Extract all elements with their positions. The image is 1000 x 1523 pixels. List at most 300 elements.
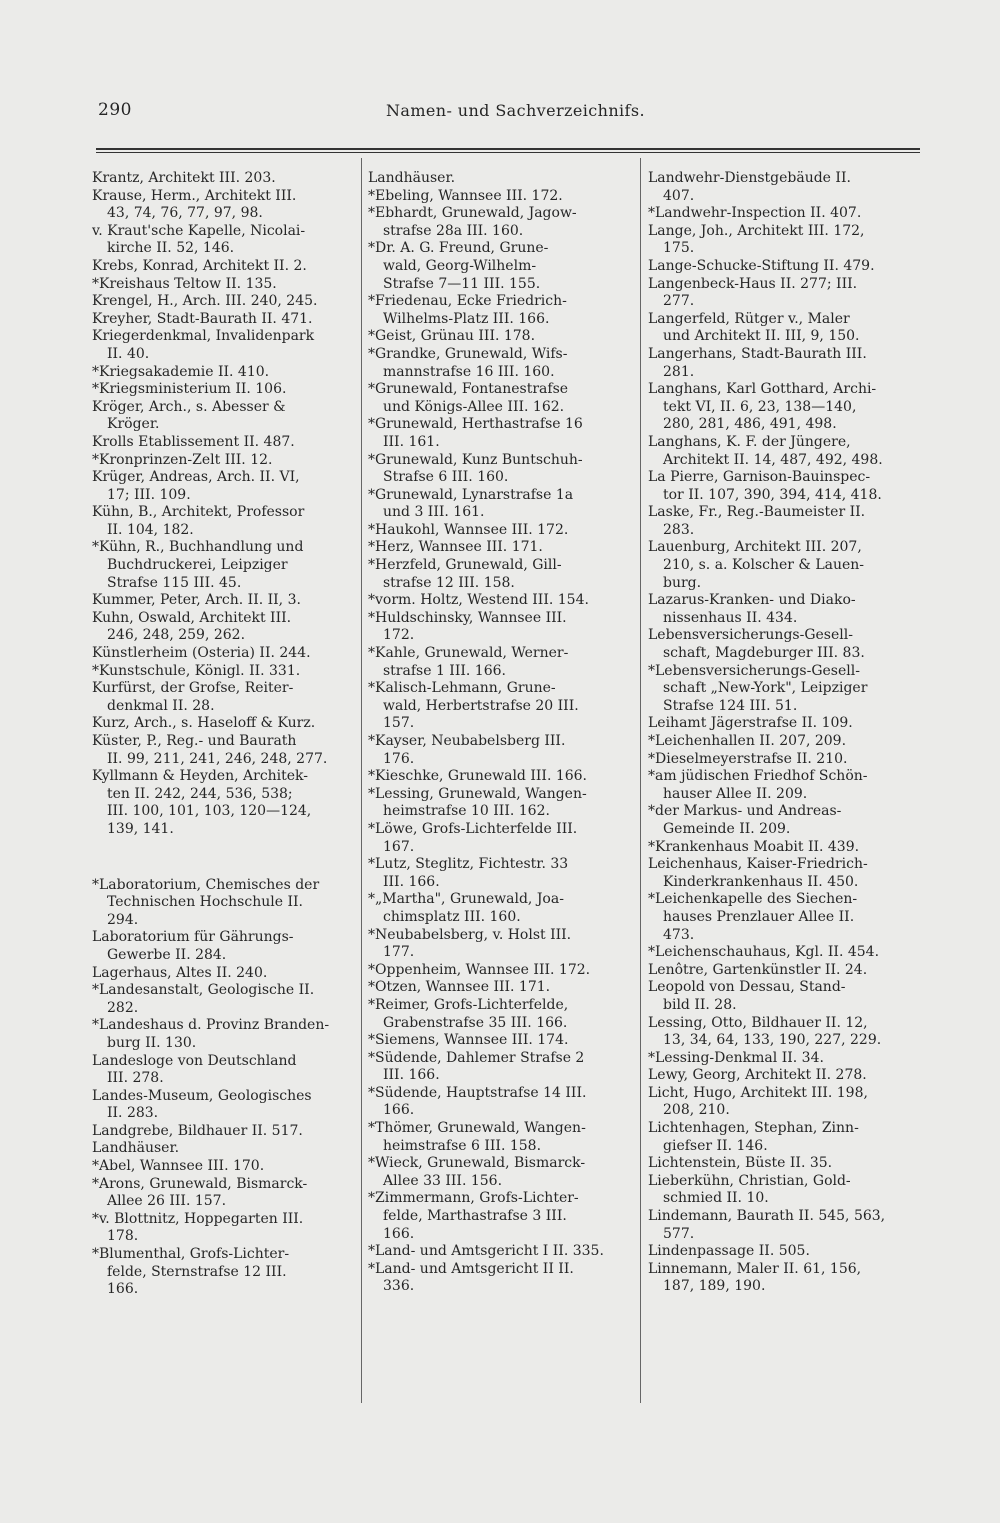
index-entry-line: *Reimer, Grofs-Lichterfelde, <box>368 996 569 1013</box>
index-entry-line: *Kunstschule, Königl. II. 331. <box>92 662 301 679</box>
index-entry-line: Landgrebe, Bildhauer II. 517. <box>92 1122 303 1139</box>
index-entry <box>92 223 352 258</box>
index-entry <box>368 1120 630 1155</box>
index-entry-continuation: wald, Georg-Wilhelm- <box>383 257 537 274</box>
index-entry-continuation: chimsplatz III. 160. <box>383 908 521 925</box>
index-entry-continuation: hauses Prenzlauer Allee II. <box>663 908 855 925</box>
index-entry <box>648 311 918 346</box>
index-entry <box>648 381 918 434</box>
index-entry <box>648 205 918 223</box>
index-entry <box>92 982 352 1017</box>
index-entry-continuation: 175. <box>663 240 695 257</box>
index-entry-continuation: III. 166. <box>383 1067 440 1084</box>
index-entry-line: Langerfeld, Rütger v., Maler <box>648 310 850 327</box>
index-entry-line: *Landeshaus d. Provinz Branden- <box>92 1017 330 1034</box>
index-entry <box>92 258 352 276</box>
index-entry <box>648 504 918 539</box>
index-entry-line: *Neubabelsberg, v. Holst III. <box>368 926 572 943</box>
index-entry-continuation: hauser Allee II. 209. <box>663 785 808 802</box>
index-entry-line: Lenôtre, Gartenkünstler II. 24. <box>648 961 868 978</box>
index-entry-continuation: heimstrafse 10 III. 162. <box>383 803 550 820</box>
index-entry-line: Krolls Etablissement II. 487. <box>92 433 295 450</box>
index-entry <box>368 856 630 891</box>
index-entry-continuation: mannstrafse 16 III. 160. <box>383 363 555 380</box>
index-entry-line: *Kahle, Grunewald, Werner- <box>368 645 569 662</box>
index-entry-line: Leopold von Dessau, Stand- <box>648 979 846 996</box>
index-entry <box>92 1140 352 1158</box>
index-entry <box>648 592 918 627</box>
index-entry <box>648 891 918 944</box>
index-entry-line: Lessing, Otto, Bildhauer II. 12, <box>648 1014 868 1031</box>
index-entry <box>648 1208 918 1243</box>
index-entry-line: *Leichenhallen II. 207, 209. <box>648 733 847 749</box>
index-entry <box>92 1088 352 1123</box>
index-entry-continuation: Grabenstrafse 35 III. 166. <box>383 1014 568 1031</box>
index-entry <box>368 927 630 962</box>
index-entry-line: *vorm. Holtz, Westend III. 154. <box>368 592 589 609</box>
index-entry-line: *Kieschke, Grunewald III. 166. <box>368 768 588 785</box>
index-entry-line: *Krankenhaus Moabit II. 439. <box>648 838 860 855</box>
index-entry <box>648 856 918 891</box>
index-entry <box>368 1190 630 1243</box>
index-entry <box>92 381 352 399</box>
index-entry <box>648 1085 918 1120</box>
index-entry-line: Kyllmann & Heyden, Architek- <box>92 768 309 785</box>
index-entry <box>368 645 630 680</box>
index-entry-continuation: strafse 12 III. 158. <box>383 574 515 591</box>
index-entry-continuation: 166. <box>383 1102 415 1119</box>
index-entry-continuation: III. 100, 101, 103, 120—124, <box>107 803 312 820</box>
index-entry <box>648 1243 918 1261</box>
index-entry <box>648 170 918 205</box>
index-entry-continuation: Strafse 115 III. 45. <box>107 574 242 591</box>
index-entry <box>92 1017 352 1052</box>
index-entry-line: *Südende, Hauptstrafse 14 III. <box>368 1084 587 1101</box>
index-entry-line: *Arons, Grunewald, Bismarck- <box>92 1175 308 1192</box>
index-entry-line: Lebensversicherungs-Gesell- <box>648 627 853 644</box>
page-number: 290 <box>98 100 132 120</box>
index-entry-line: Landhäuser. <box>92 1140 180 1157</box>
index-entry-line: Langenbeck-Haus II. 277; III. <box>648 275 858 292</box>
index-entry <box>648 944 918 962</box>
index-entry-continuation: II. 104, 182. <box>107 521 194 538</box>
index-entry-line: Lange, Joh., Architekt III. 172, <box>648 222 865 239</box>
index-entry-continuation: Technischen Hochschule II. <box>107 894 303 911</box>
index-entry-continuation: tekt VI, II. 6, 23, 138—140, <box>663 398 857 415</box>
index-entry-continuation: schaft, Magdeburger III. 83. <box>663 645 865 662</box>
index-entry-continuation: wald, Herbertstrafse 20 III. <box>383 697 579 714</box>
index-entry-line: Kummer, Peter, Arch. II. II, 3. <box>92 592 301 609</box>
index-entry <box>92 311 352 329</box>
index-entry <box>92 276 352 294</box>
index-entry-line: *Kreishaus Teltow II. 135. <box>92 275 277 292</box>
index-entry <box>92 929 352 964</box>
index-entry <box>648 663 918 716</box>
index-entry <box>648 1173 918 1208</box>
index-entry-line: Krantz, Architekt III. 203. <box>92 170 276 186</box>
index-entry-continuation: 176. <box>383 750 415 767</box>
index-entry <box>368 610 630 645</box>
index-entry <box>92 663 352 681</box>
column-divider-left <box>361 158 362 1403</box>
index-entry-line: *Herz, Wannsee III. 171. <box>368 539 543 556</box>
index-entry-continuation: nissenhaus II. 434. <box>663 609 798 626</box>
index-entry-continuation: strafse 1 III. 166. <box>383 662 506 679</box>
index-entry-line: Landes-Museum, Geologisches <box>92 1087 312 1104</box>
index-entry-line: Küster, P., Reg.- und Baurath <box>92 733 297 749</box>
index-entry <box>368 557 630 592</box>
index-entry-continuation: bild II. 28. <box>663 996 737 1013</box>
index-entry-continuation: 167. <box>383 838 415 855</box>
index-entry-line: Langhans, Karl Gotthard, Archi- <box>648 381 877 398</box>
index-entry <box>368 891 630 926</box>
index-entry <box>368 381 630 416</box>
index-entry <box>92 293 352 311</box>
index-entry-continuation: 157. <box>383 715 415 732</box>
index-entry <box>648 1067 918 1085</box>
index-entry-line: *Huldschinsky, Wannsee III. <box>368 609 567 626</box>
index-entry-continuation: kirche II. 52, 146. <box>107 240 235 257</box>
index-entry-continuation: giefser II. 146. <box>663 1137 768 1154</box>
index-entry-continuation: tor II. 107, 390, 394, 414, 418. <box>663 486 882 503</box>
index-entry-line: *Grunewald, Fontanestrafse <box>368 381 569 398</box>
index-entry-continuation: 407. <box>663 187 695 204</box>
index-entry-continuation: Strafse 124 III. 51. <box>663 697 798 714</box>
index-entry <box>648 223 918 258</box>
index-entry-line: *Lessing, Grunewald, Wangen- <box>368 785 587 802</box>
index-entry-line: Licht, Hugo, Architekt III. 198, <box>648 1084 868 1101</box>
index-entry-line: *Kriegsakademie II. 410. <box>92 363 270 380</box>
index-entry-line: *Blumenthal, Grofs-Lichter- <box>92 1246 290 1263</box>
index-entry-line: Lauenburg, Architekt III. 207, <box>648 539 862 556</box>
index-entry-line: *Dr. A. G. Freund, Grune- <box>368 240 549 257</box>
index-entry <box>648 1155 918 1173</box>
index-entry-continuation: III. 278. <box>107 1070 164 1087</box>
index-entry-continuation: 178. <box>107 1228 139 1245</box>
index-entry <box>92 504 352 539</box>
index-entry-line: Krengel, H., Arch. III. 240, 245. <box>92 293 318 310</box>
index-entry <box>92 434 352 452</box>
index-entry-line: Langerhans, Stadt-Baurath III. <box>648 345 867 362</box>
index-entry-line: *Land- und Amtsgericht I II. 335. <box>368 1243 604 1260</box>
index-entry-line: Leichenhaus, Kaiser-Friedrich- <box>648 856 868 873</box>
index-entry <box>648 258 918 276</box>
index-entry-continuation: 280, 281, 486, 491, 498. <box>663 416 837 433</box>
index-entry-continuation: II. 40. <box>107 345 150 362</box>
index-entry-line: *Leichenschauhaus, Kgl. II. 454. <box>648 944 880 961</box>
index-entry <box>648 1120 918 1155</box>
index-entry <box>368 592 630 610</box>
index-entry-continuation: und Königs-Allee III. 162. <box>383 398 565 415</box>
index-entry-line: *Kronprinzen-Zelt III. 12. <box>92 451 273 468</box>
index-entry <box>648 962 918 980</box>
index-entry <box>648 839 918 857</box>
running-title: Namen- und Sachverzeichnifs. <box>386 101 645 120</box>
index-entry-continuation: 177. <box>383 944 415 961</box>
index-entry-line: *Friedenau, Ecke Friedrich- <box>368 293 567 310</box>
index-entry <box>92 733 352 768</box>
index-entry-line: Landwehr-Dienstgebäude II. <box>648 170 851 186</box>
index-entry-line: *Dieselmeyerstrafse II. 210. <box>648 750 848 767</box>
index-entry <box>648 768 918 803</box>
index-entry-continuation: Wilhelms-Platz III. 166. <box>383 310 550 327</box>
index-entry-continuation: Allee 26 III. 157. <box>107 1193 227 1210</box>
index-entry <box>92 364 352 382</box>
index-entry-continuation: schmied II. 10. <box>663 1190 769 1207</box>
index-entry-line: Krause, Herm., Architekt III. <box>92 187 297 204</box>
index-entry-continuation: burg. <box>663 574 702 591</box>
index-entry-continuation: Strafse 6 III. 160. <box>383 469 509 486</box>
index-entry-line: *v. Blottnitz, Hoppegarten III. <box>92 1210 304 1227</box>
index-entry-continuation: Strafse 7—11 III. 155. <box>383 275 541 292</box>
index-entry-line: Linnemann, Maler II. 61, 156, <box>648 1260 862 1277</box>
index-entry-line: Lichtenhagen, Stephan, Zinn- <box>648 1120 859 1137</box>
index-entry-continuation: 281. <box>663 363 695 380</box>
index-entry-line: Laboratorium für Gährungs- <box>92 929 294 946</box>
index-entry <box>92 328 352 363</box>
index-entry-continuation: burg II. 130. <box>107 1034 197 1051</box>
index-entry <box>92 1211 352 1246</box>
index-entry-line: *Oppenheim, Wannsee III. 172. <box>368 961 591 978</box>
index-entry <box>92 1123 352 1141</box>
index-entry-line: Kuhn, Oswald, Architekt III. <box>92 609 292 626</box>
index-entry <box>648 1015 918 1050</box>
index-entry <box>92 768 352 838</box>
index-entry-line: *Wieck, Grunewald, Bismarck- <box>368 1155 586 1172</box>
index-entry-continuation: Gemeinde II. 209. <box>663 820 791 837</box>
index-entry-line: *Abel, Wannsee III. 170. <box>92 1158 265 1175</box>
index-entry-continuation: schaft „New-York", Leipziger <box>663 680 868 697</box>
index-entry-line: *Geist, Grünau III. 178. <box>368 328 536 345</box>
index-entry-line: Lagerhaus, Altes II. 240. <box>92 964 268 981</box>
index-entry-line: *Siemens, Wannsee III. 174. <box>368 1032 569 1049</box>
index-entry-continuation: 336. <box>383 1278 415 1295</box>
index-entry-continuation: denkmal II. 28. <box>107 697 215 714</box>
index-entry-continuation: Kröger. <box>107 416 160 433</box>
index-column-3 <box>648 170 918 1296</box>
index-entry-continuation: Kinderkrankenhaus II. 450. <box>663 873 859 890</box>
index-entry <box>368 1243 630 1261</box>
index-entry-line: *Ebhardt, Grunewald, Jagow- <box>368 205 577 222</box>
index-entry-line: *Südende, Dahlemer Strafse 2 <box>368 1049 585 1066</box>
index-entry-line: Landhäuser. <box>368 170 456 186</box>
index-entry-continuation: 187, 189, 190. <box>663 1278 766 1295</box>
index-entry-line: Kreyher, Stadt-Baurath II. 471. <box>92 310 313 327</box>
index-entry-line: *Kalisch-Lehmann, Grune- <box>368 680 556 697</box>
index-entry <box>648 733 918 751</box>
index-entry-line: Lindemann, Baurath II. 545, 563, <box>648 1208 886 1225</box>
index-entry-line: Langhans, K. F. der Jüngere, <box>648 433 851 450</box>
index-entry-line: *Zimmermann, Grofs-Lichter- <box>368 1190 579 1207</box>
index-entry-line: *der Markus- und Andreas- <box>648 803 842 820</box>
index-entry-continuation: Buchdruckerei, Leipziger <box>107 557 288 574</box>
index-entry <box>368 205 630 240</box>
index-column-2 <box>368 170 630 1296</box>
index-entry-line: *Grunewald, Herthastrafse 16 <box>368 416 583 433</box>
index-entry <box>368 997 630 1032</box>
index-entry <box>368 1032 630 1050</box>
index-entry <box>368 821 630 856</box>
column-divider-right <box>640 158 641 1403</box>
index-entry <box>648 469 918 504</box>
index-entry-line: *Landesanstalt, Geologische II. <box>92 982 315 999</box>
index-entry <box>648 346 918 381</box>
index-entry <box>368 293 630 328</box>
index-entry <box>368 328 630 346</box>
index-entry-continuation: 172. <box>383 627 415 644</box>
index-entry <box>92 1176 352 1211</box>
index-entry-line: *Lessing-Denkmal II. 34. <box>648 1049 824 1066</box>
index-entry <box>368 1050 630 1085</box>
index-entry <box>92 965 352 983</box>
index-entry <box>368 188 630 206</box>
index-entry <box>92 469 352 504</box>
index-entry-continuation: strafse 28a III. 160. <box>383 222 524 239</box>
index-entry-line: Kurfürst, der Grofse, Reiter- <box>92 680 294 697</box>
index-entry-continuation: 294. <box>107 911 139 928</box>
index-entry-line: *Grandke, Grunewald, Wifs- <box>368 345 568 362</box>
index-entry <box>648 1261 918 1296</box>
index-entry-line: *Otzen, Wannsee III. 171. <box>368 979 551 996</box>
index-entry-continuation: II. 283. <box>107 1105 159 1122</box>
index-entry <box>368 346 630 381</box>
index-entry-continuation: 17; III. 109. <box>107 486 191 503</box>
index-entry <box>368 170 630 188</box>
index-entry-line: *Herzfeld, Grunewald, Gill- <box>368 557 562 574</box>
index-entry <box>92 680 352 715</box>
index-column-1 <box>92 170 352 1299</box>
index-entry-line: *Leichenkapelle des Siechen- <box>648 891 858 908</box>
index-entry <box>92 877 352 930</box>
index-entry-continuation: 473. <box>663 926 695 943</box>
index-entry-continuation: 43, 74, 76, 77, 97, 98. <box>107 205 263 222</box>
index-entry <box>368 539 630 557</box>
index-entry <box>648 1050 918 1068</box>
index-entry <box>368 1155 630 1190</box>
index-entry-line: *Kühn, R., Buchhandlung und <box>92 539 304 556</box>
index-entry-continuation: Architekt II. 14, 487, 492, 498. <box>663 451 883 468</box>
index-entry-continuation: 13, 34, 64, 133, 190, 227, 229. <box>663 1032 882 1049</box>
index-entry <box>92 1053 352 1088</box>
index-entry-line: *Löwe, Grofs-Lichterfelde III. <box>368 820 578 837</box>
index-entry <box>368 487 630 522</box>
index-entry <box>648 715 918 733</box>
index-entry-continuation: 166. <box>383 1225 415 1242</box>
index-entry-continuation: ten II. 242, 244, 536, 538; <box>107 785 293 802</box>
index-entry-line: Lieberkühn, Christian, Gold- <box>648 1172 851 1189</box>
index-entry <box>368 786 630 821</box>
index-entry-line: Lichtenstein, Büste II. 35. <box>648 1155 833 1172</box>
index-entry-continuation: und Architekt II. III, 9, 150. <box>663 328 860 345</box>
section-gap <box>92 839 352 877</box>
index-entry-continuation: 208, 210. <box>663 1102 730 1119</box>
index-entry-continuation: 577. <box>663 1225 695 1242</box>
index-entry-line: Leihamt Jägerstrafse II. 109. <box>648 715 853 732</box>
index-entry-line: *Haukohl, Wannsee III. 172. <box>368 521 569 538</box>
index-entry-line: *am jüdischen Friedhof Schön- <box>648 768 868 785</box>
index-entry-line: Krüger, Andreas, Arch. II. VI, <box>92 469 300 486</box>
index-entry-line: *Landwehr-Inspection II. 407. <box>648 205 862 222</box>
index-entry-continuation: III. 161. <box>383 433 440 450</box>
index-entry <box>648 751 918 769</box>
index-entry-line: Laske, Fr., Reg.-Baumeister II. <box>648 504 866 521</box>
index-entry-line: Kröger, Arch., s. Abesser & <box>92 398 286 415</box>
index-entry <box>92 610 352 645</box>
index-entry <box>92 592 352 610</box>
header-rule <box>96 148 920 153</box>
index-entry <box>368 1085 630 1120</box>
index-entry-line: *Land- und Amtsgericht II II. <box>368 1260 574 1277</box>
index-entry <box>368 240 630 293</box>
index-entry-line: *Lutz, Steglitz, Fichtestr. 33 <box>368 856 569 873</box>
index-entry <box>368 962 630 980</box>
index-entry-continuation: und 3 III. 161. <box>383 504 485 521</box>
index-entry <box>92 188 352 223</box>
index-entry <box>92 715 352 733</box>
index-entry-line: *Kayser, Neubabelsberg III. <box>368 733 566 749</box>
index-entry-line: Lindenpassage II. 505. <box>648 1243 810 1260</box>
index-entry <box>368 416 630 451</box>
index-entry <box>92 452 352 470</box>
index-entry-line: Landesloge von Deutschland <box>92 1052 297 1069</box>
index-entry-line: *Ebeling, Wannsee III. 172. <box>368 187 563 204</box>
index-entry-line: *Grunewald, Kunz Buntschuh- <box>368 451 583 468</box>
index-entry-line: Kühn, B., Architekt, Professor <box>92 504 305 521</box>
index-entry <box>92 399 352 434</box>
index-entry-line: Künstlerheim (Osteria) II. 244. <box>92 645 311 662</box>
index-entry-continuation: felde, Sternstrafse 12 III. <box>107 1263 287 1280</box>
index-entry-line: *Grunewald, Lynarstrafse 1a <box>368 486 574 503</box>
index-entry-continuation: 282. <box>107 999 139 1016</box>
index-entry-line: La Pierre, Garnison-Bauinspec- <box>648 469 871 486</box>
index-entry <box>92 1246 352 1299</box>
index-entry-line: *„Martha", Grunewald, Joa- <box>368 891 564 908</box>
index-entry <box>92 170 352 188</box>
index-entry <box>368 1261 630 1296</box>
index-entry <box>368 768 630 786</box>
index-entry-continuation: 139, 141. <box>107 820 174 837</box>
index-entry-continuation: II. 99, 211, 241, 246, 248, 277. <box>107 750 328 767</box>
index-entry <box>648 539 918 592</box>
index-entry-line: *Kriegsministerium II. 106. <box>92 381 287 398</box>
index-entry <box>368 452 630 487</box>
index-entry-line: *Lebensversicherungs-Gesell- <box>648 662 860 679</box>
index-entry <box>92 539 352 592</box>
index-entry-continuation: felde, Marthastrafse 3 III. <box>383 1208 567 1225</box>
index-entry-continuation: Allee 33 III. 156. <box>383 1172 503 1189</box>
index-entry <box>648 627 918 662</box>
index-entry-continuation: 210, s. a. Kolscher & Lauen- <box>663 557 865 574</box>
index-entry-line: *Laboratorium, Chemisches der <box>92 876 320 893</box>
index-entry <box>368 979 630 997</box>
index-entry-line: Kriegerdenkmal, Invalidenpark <box>92 328 315 345</box>
index-entry <box>368 522 630 540</box>
index-entry-line: Lewy, Georg, Architekt II. 278. <box>648 1067 867 1084</box>
index-entry-line: v. Kraut'sche Kapelle, Nicolai- <box>92 222 306 239</box>
index-entry <box>648 434 918 469</box>
index-entry-line: Kurz, Arch., s. Haseloff & Kurz. <box>92 715 316 732</box>
index-entry-continuation: 246, 248, 259, 262. <box>107 627 246 644</box>
index-entry <box>648 803 918 838</box>
index-entry <box>368 733 630 768</box>
index-entry <box>92 645 352 663</box>
index-entry-continuation: 166. <box>107 1281 139 1298</box>
index-entry-continuation: heimstrafse 6 III. 158. <box>383 1137 542 1154</box>
index-entry-line: Lange-Schucke-Stiftung II. 479. <box>648 257 875 274</box>
index-entry-line: Krebs, Konrad, Architekt II. 2. <box>92 257 307 274</box>
index-entry <box>648 979 918 1014</box>
index-entry-continuation: III. 166. <box>383 873 440 890</box>
